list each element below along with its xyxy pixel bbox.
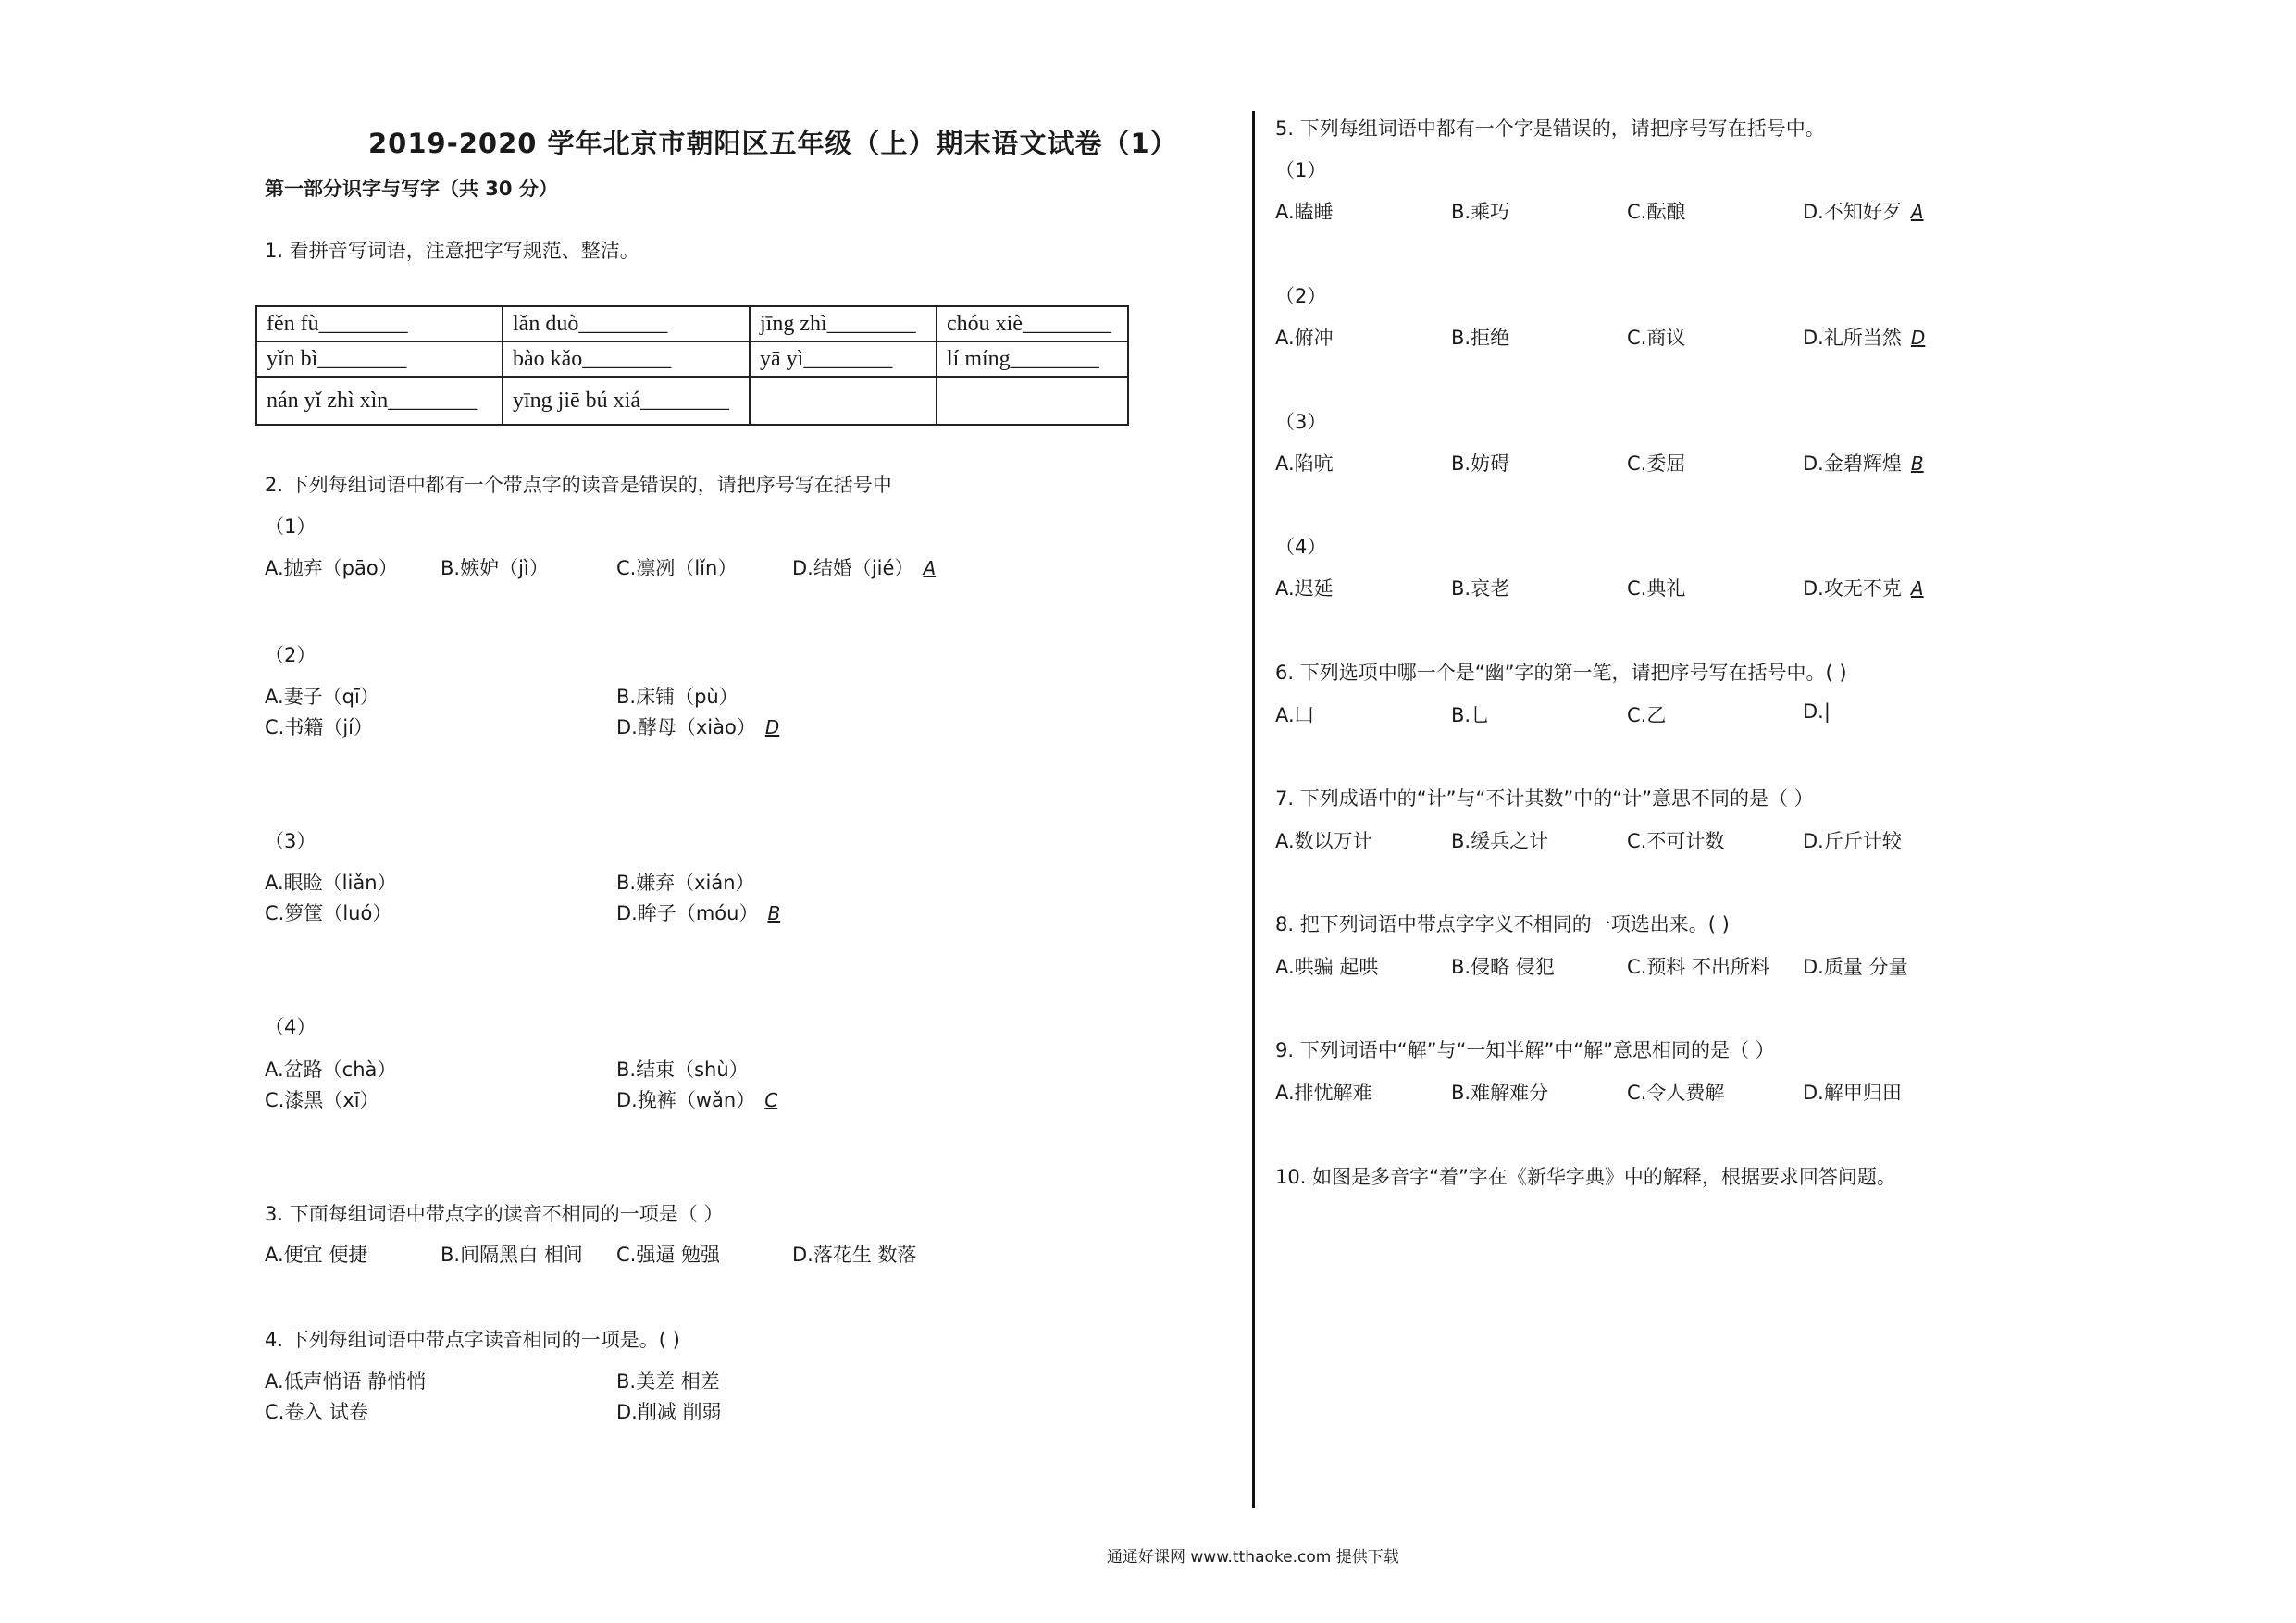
option-with-answer xyxy=(1803,197,1924,225)
answer-mark: A xyxy=(1910,577,1924,600)
table-cell: fěn fù________ xyxy=(256,306,503,341)
option-with-answer xyxy=(616,898,780,926)
option: A.妻子（qī） xyxy=(265,686,379,708)
option: A.便宜 便捷 xyxy=(265,1244,368,1266)
answer-mark: D xyxy=(1910,327,1926,349)
option: D.礼所当然 xyxy=(1803,327,1902,349)
option: D.| xyxy=(1803,700,1831,723)
page-title: 2019-2020 学年北京市朝阳区五年级（上）期末语文试卷（1） xyxy=(368,128,1178,159)
option: B.侵略 侵犯 xyxy=(1451,956,1555,978)
option: D.攻无不克 xyxy=(1803,577,1902,600)
question-4: 4. 下列每组词语中带点字读音相同的一项是。( ) xyxy=(265,1329,680,1351)
option-with-answer xyxy=(1803,323,1925,351)
option: D.斤斤计较 xyxy=(1803,830,1902,852)
option: D.解甲归田 xyxy=(1803,1082,1902,1104)
answer-mark: C xyxy=(764,1089,778,1111)
option: D.不知好歹 xyxy=(1803,201,1902,223)
option: A.俯冲 xyxy=(1275,327,1334,349)
option-with-answer xyxy=(1803,574,1924,601)
option: C.漆黑（xī） xyxy=(265,1089,379,1111)
option: C.商议 xyxy=(1627,327,1686,349)
answer-mark: B xyxy=(767,902,781,924)
option: C.预料 不出所料 xyxy=(1627,956,1770,978)
option: A.岔路（chà） xyxy=(265,1059,397,1081)
option: C.酝酿 xyxy=(1627,201,1686,223)
option: C.委屈 xyxy=(1627,452,1686,475)
table-cell: nán yǐ zhì xìn________ xyxy=(256,377,503,425)
table-cell: lǎn duò________ xyxy=(503,306,750,341)
table-cell: jīng zhì________ xyxy=(750,306,937,341)
option: A.瞌睡 xyxy=(1275,201,1334,223)
option: B.乘巧 xyxy=(1451,201,1510,223)
option: B.嫌弃（xián） xyxy=(616,872,755,894)
table-cell: yǐn bì________ xyxy=(256,341,503,377)
table-cell xyxy=(937,377,1128,425)
page-footer: 通通好课网 www.tthaoke.com 提供下载 xyxy=(1107,1548,1399,1567)
option: A.凵 xyxy=(1275,704,1314,726)
pinyin-table xyxy=(255,305,1129,426)
option: B.妨碍 xyxy=(1451,452,1510,475)
option: A.低声悄语 静悄悄 xyxy=(265,1370,427,1393)
option: C.箩筐（luó） xyxy=(265,902,392,924)
table-cell: lí míng________ xyxy=(937,341,1128,377)
option: A.哄骗 起哄 xyxy=(1275,956,1379,978)
option: D.结婚（jié） xyxy=(792,557,914,579)
option: B.缓兵之计 xyxy=(1451,830,1549,852)
group-label: （3） xyxy=(1275,411,1327,433)
option: D.金碧辉煌 xyxy=(1803,452,1902,475)
option: D.质量 分量 xyxy=(1803,956,1908,978)
group-label: （1） xyxy=(1275,159,1327,181)
answer-mark: B xyxy=(1910,452,1924,475)
group-label: （4） xyxy=(265,1016,316,1038)
table-cell: yā yì________ xyxy=(750,341,937,377)
table-cell: chóu xiè________ xyxy=(937,306,1128,341)
option: B.难解难分 xyxy=(1451,1082,1549,1104)
answer-mark: A xyxy=(923,557,937,579)
option: A.数以万计 xyxy=(1275,830,1372,852)
option: B.乚 xyxy=(1451,704,1491,726)
option: C.强逼 勉强 xyxy=(616,1244,721,1266)
option: A.抛弃（pāo） xyxy=(265,557,398,579)
group-label: （2） xyxy=(265,644,316,666)
question-8: 8. 把下列词语中带点字字义不相同的一项选出来。( ) xyxy=(1275,913,1730,935)
option: B.拒绝 xyxy=(1451,327,1510,349)
option: C.凛冽（lǐn） xyxy=(616,557,738,579)
option: C.不可计数 xyxy=(1627,830,1725,852)
question-7: 7. 下列成语中的“计”与“不计其数”中的“计”意思不同的是（ ） xyxy=(1275,787,1814,810)
option: C.书籍（jí） xyxy=(265,716,374,738)
column-divider xyxy=(1252,111,1255,1508)
option-with-answer xyxy=(616,712,779,740)
table-cell: bào kǎo________ xyxy=(503,341,750,377)
option-with-answer xyxy=(792,553,936,581)
answer-mark: D xyxy=(764,716,780,738)
table-cell: yīng jiē bú xiá________ xyxy=(503,377,750,425)
question-3: 3. 下面每组词语中带点字的读音不相同的一项是（ ） xyxy=(265,1203,724,1225)
option-with-answer xyxy=(616,1085,777,1113)
question-5: 5. 下列每组词语中都有一个字是错误的，请把序号写在括号中。 xyxy=(1275,118,1825,140)
group-label: （4） xyxy=(1275,536,1327,558)
group-label: （3） xyxy=(265,830,316,852)
option: D.削减 削弱 xyxy=(616,1401,722,1423)
question-1: 1. 看拼音写词语，注意把字写规范、整洁。 xyxy=(265,240,639,262)
table-row xyxy=(256,377,1128,425)
answer-mark: A xyxy=(1910,201,1924,223)
table-row xyxy=(256,306,1128,341)
table-row xyxy=(256,341,1128,377)
option: B.床铺（pù） xyxy=(616,686,738,708)
group-label: （2） xyxy=(1275,285,1327,307)
option: A.排忧解难 xyxy=(1275,1082,1372,1104)
option: D.挽裤（wǎn） xyxy=(616,1089,756,1111)
option: C.乙 xyxy=(1627,704,1667,726)
option: C.令人费解 xyxy=(1627,1082,1725,1104)
option: B.间隔黑白 相间 xyxy=(441,1244,583,1266)
option: D.酵母（xiào） xyxy=(616,716,756,738)
option: B.美差 相差 xyxy=(616,1370,720,1393)
option: A.陷吭 xyxy=(1275,452,1334,475)
option: A.迟延 xyxy=(1275,577,1334,600)
option-with-answer xyxy=(1803,449,1924,477)
question-9: 9. 下列词语中“解”与“一知半解”中“解”意思相同的是（ ） xyxy=(1275,1039,1775,1061)
question-2: 2. 下列每组词语中都有一个带点字的读音是错误的，请把序号写在括号中 xyxy=(265,474,892,496)
option: C.典礼 xyxy=(1627,577,1686,600)
table-cell xyxy=(750,377,937,425)
option: A.眼睑（liǎn） xyxy=(265,872,397,894)
question-10: 10. 如图是多音字“着”字在《新华字典》中的解释，根据要求回答问题。 xyxy=(1275,1166,1896,1188)
option: B.哀老 xyxy=(1451,577,1510,600)
option: D.眸子（móu） xyxy=(616,902,759,924)
question-6: 6. 下列选项中哪一个是“幽”字的第一笔，请把序号写在括号中。( ) xyxy=(1275,662,1847,684)
option: B.嫉妒（jì） xyxy=(441,557,549,579)
group-label: （1） xyxy=(265,515,316,538)
section-heading: 第一部分识字与写字（共 30 分） xyxy=(265,178,558,200)
option: C.卷入 试卷 xyxy=(265,1401,369,1423)
option: B.结束（shù） xyxy=(616,1059,749,1081)
option: D.落花生 数落 xyxy=(792,1244,917,1266)
